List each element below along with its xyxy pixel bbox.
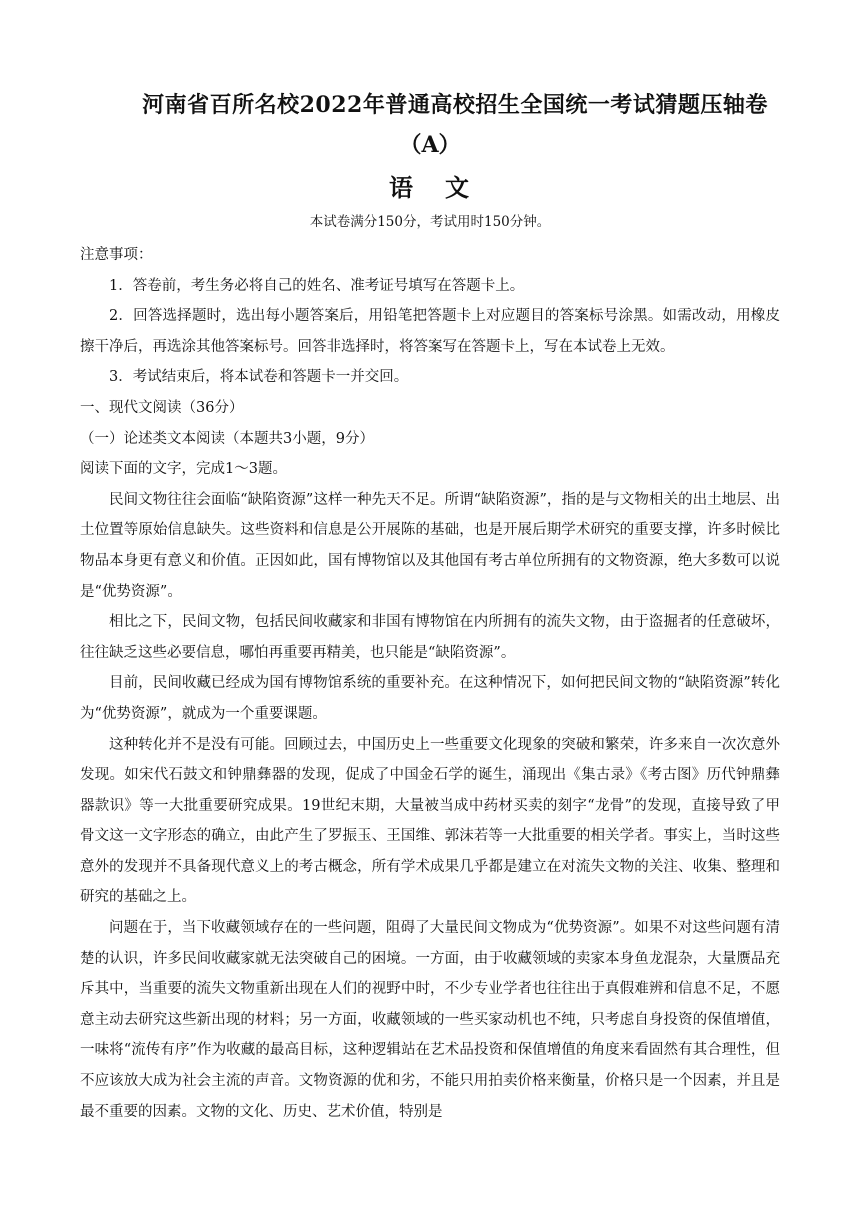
- passage-paragraph-4: 这种转化并不是没有可能。回顾过去，中国历史上一些重要文化现象的突破和繁荣，许多来自一次次意外发现。如宋代石鼓文和钟鼎彝器的发现，促成了中国金石学的诞生，涌现出《集古录》《考古图》历代钟鼎彝器款识》等一大批重要研究成果。19世纪末期，大量被当成中药材买卖的刻字“龙骨”的发现，直接导致了甲骨文这一文字形态的确立，由此产生了罗振玉、王国维、郭沫若等一大批重要的相关学者。事实上，当时这些意外的发现并不具备现代意义上的考古概念，所有学术成果几乎都是建立在对流失文物的关注、收集、整理和研究的基础之上。: [80, 736, 780, 906]
- notice-heading: 注意事项：: [80, 247, 153, 263]
- exam-title: 河南省百所名校2022年普通高校招生全国统一考试猜题压轴卷: [142, 92, 768, 118]
- subject-char-1: 语: [389, 173, 415, 202]
- passage-paragraph-5: 问题在于，当下收藏领域存在的一些问题，阻碍了大量民间文物成为“优势资源”。如果不对这些问题有清楚的认识，许多民间收藏家就无法突破自己的困境。一方面，由于收藏领域的卖家本身鱼龙混杂，大量赝品充斥其中，当重要的流失文物重新出现在人们的视野中时，不少专业学者也往往出于真假难辨和信息不足，不愿意主动去研究这些新出现的材料；另一方面，收藏领域的一些买家动机也不纯，只考虑自身投资的保值增值，一味将“流传有序”作为收藏的最高目标，这种逻辑站在艺术品投资和保值增值的角度来看固然有其合理性，但不应该放大成为社会主流的声音。文物资源的优和劣，不能只用拍卖价格来衡量，价格只是一个因素，并且是最不重要的因素。文物的文化、历史、艺术价值，特别是: [80, 920, 780, 1120]
- passage-paragraph-1: 民间文物往往会面临“缺陷资源”这样一种先天不足。所谓“缺陷资源”，指的是与文物相关的出土地层、出土位置等原始信息缺失。这些资料和信息是公开展陈的基础，也是开展后期学术研究的重要支撑，许多时候比物品本身更有意义和价值。正因如此，国有博物馆以及其他国有考古单位所拥有的文物资源，绝大多数可以说是“优势资源”。: [80, 491, 780, 600]
- notice-item-1: 1．答卷前，考生务必将自己的姓名、准考证号填写在答题卡上。: [109, 277, 525, 294]
- sub-section-heading: （一）论述类文本阅读（本题共3小题，9分）: [80, 430, 374, 447]
- exam-body: [80, 240, 780, 1127]
- notice-item-2: 2．回答选择题时，选出每小题答案后，用铅笔把答题卡上对应题目的答案标号涂黑。如需改动，用橡皮擦干净后，再选涂其他答案标号。回答非选择时，将答案写在答题卡上，写在本试卷上无效。: [80, 308, 780, 355]
- exam-title-variant: （A）: [399, 132, 461, 158]
- subject-char-2: 文: [445, 173, 471, 202]
- exam-info: 本试卷满分150分，考试用时150分钟。: [309, 214, 551, 230]
- reading-instruction: 阅读下面的文字，完成1～3题。: [80, 461, 287, 478]
- passage-paragraph-3: 目前，民间收藏已经成为国有博物馆系统的重要补充。在这种情况下，如何把民间文物的“缺陷资源”转化为“优势资源”，就成为一个重要课题。: [80, 675, 780, 722]
- section-heading: 一、现代文阅读（36分）: [80, 399, 244, 416]
- notice-item-3: 3．考试结束后，将本试卷和答题卡一并交回。: [109, 369, 409, 386]
- subject-title: [80, 172, 780, 204]
- passage-paragraph-2: 相比之下，民间文物，包括民间收藏家和非国有博物馆在内所拥有的流失文物，由于盗掘者的任意破坏，往往缺乏这些必要信息，哪怕再重要再精美，也只能是“缺陷资源”。: [80, 614, 780, 661]
